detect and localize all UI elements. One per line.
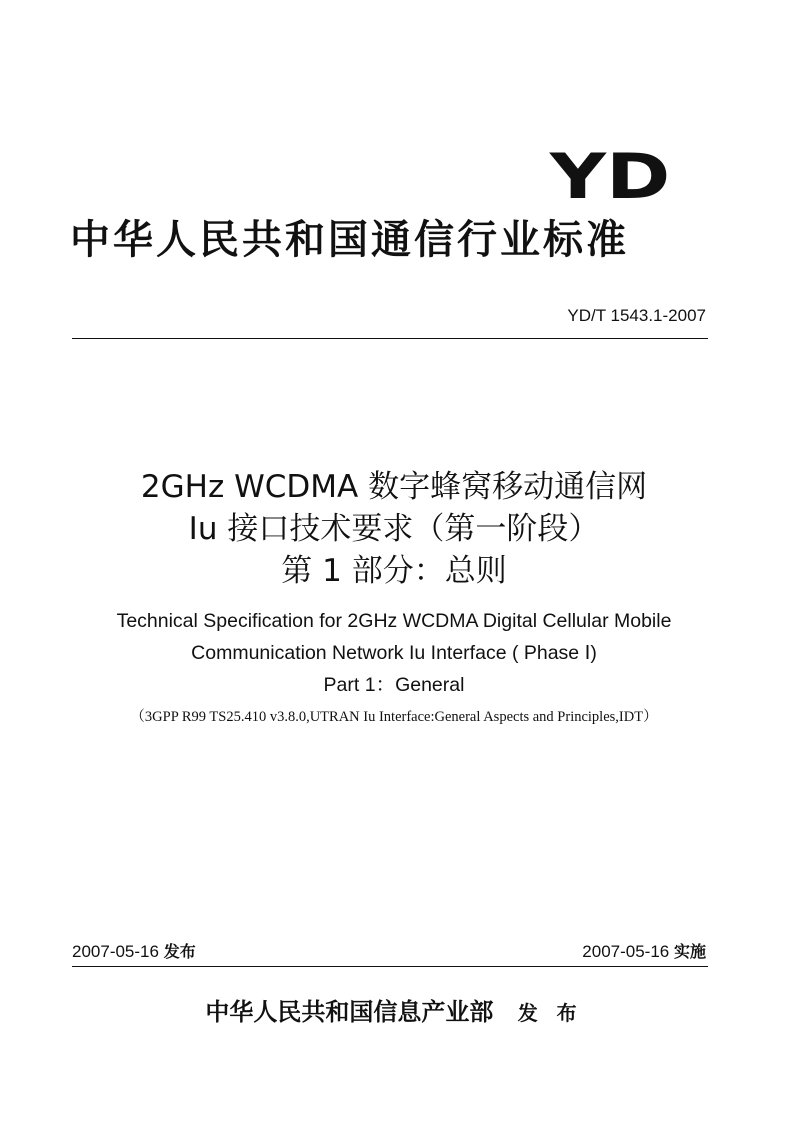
implement-date: 2007-05-16	[582, 942, 670, 961]
english-title-line-2: Communication Network Iu Interface ( Phase Ⅰ)	[191, 642, 597, 664]
publish-label: 发布	[163, 942, 196, 961]
english-title-line-1: Technical Specification for 2GHz WCDMA Digital Cellular Mobile	[116, 610, 672, 632]
standard-category-title: 中华人民共和国通信行业标准	[70, 217, 629, 263]
publish-date-block	[72, 943, 196, 960]
implement-date-block	[582, 943, 706, 960]
chinese-title-line-3: 第 1 部分：总则	[281, 553, 507, 589]
footer-divider	[72, 966, 708, 967]
adoption-note: （3GPP R99 TS25.410 v3.8.0,UTRAN Iu Interface:General Aspects and Principles,IDT）	[130, 709, 658, 725]
issuer-block	[0, 997, 788, 1026]
header-divider	[72, 338, 708, 339]
english-title-line-3: Part 1：General	[323, 674, 465, 696]
implement-label: 实施	[673, 942, 706, 961]
chinese-title-line-1: 2GHz WCDMA 数字蜂窝移动通信网	[140, 469, 648, 505]
publish-date: 2007-05-16	[72, 942, 159, 961]
yd-logo: YD	[549, 140, 670, 213]
issue-label: 发 布	[517, 1001, 583, 1025]
chinese-title-line-2: Iu 接口技术要求（第一阶段）	[188, 511, 600, 547]
standard-number: YD/T 1543.1-2007	[567, 306, 706, 325]
issuer-name: 中华人民共和国信息产业部	[205, 997, 494, 1026]
